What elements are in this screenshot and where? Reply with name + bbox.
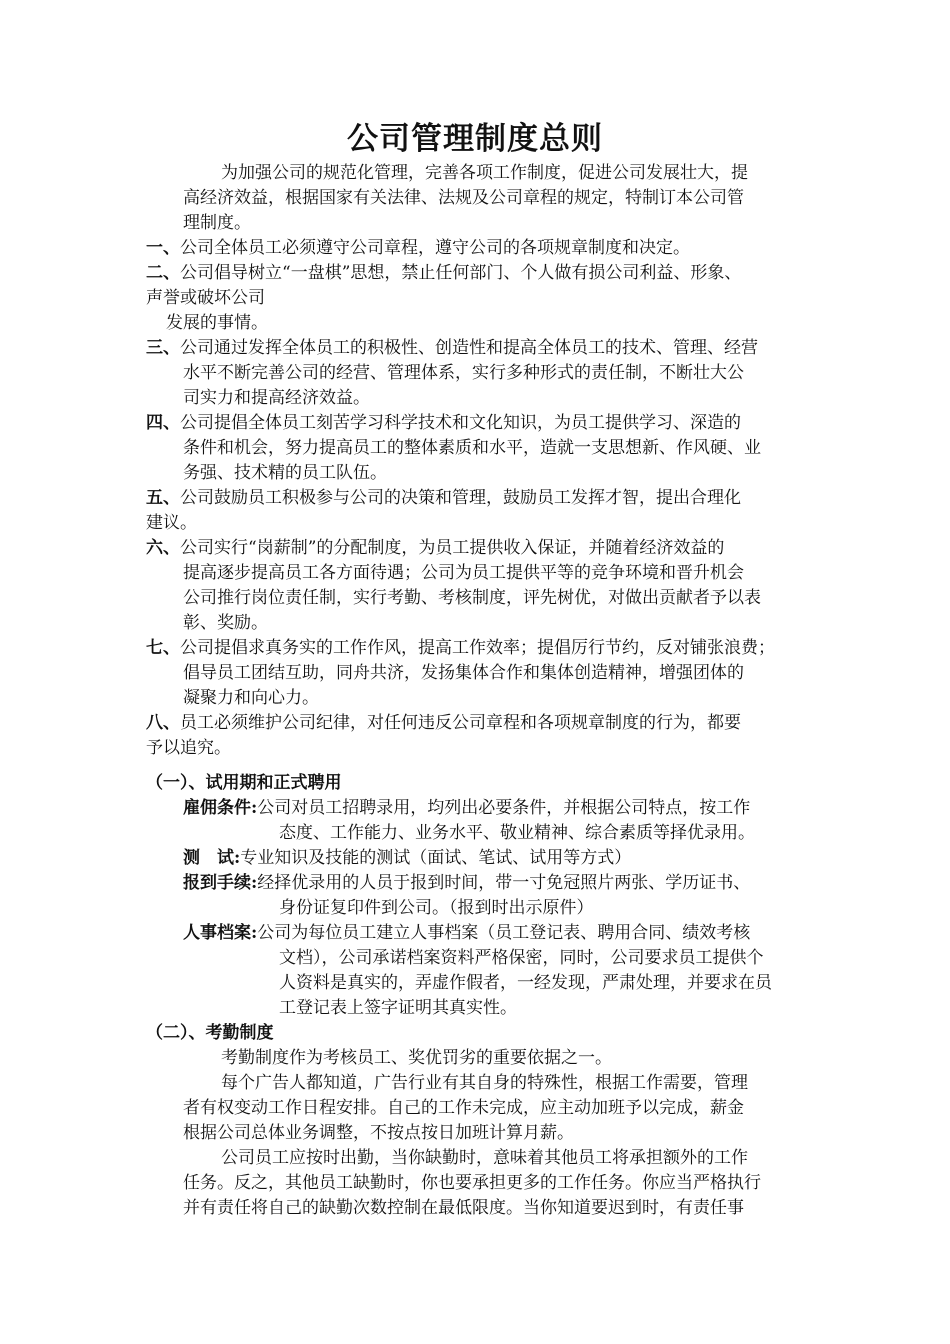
definition-term: 测 试: <box>183 848 241 868</box>
article-number: 二、 <box>146 263 180 283</box>
section-heading: （二）、考勤制度 <box>146 1023 274 1043</box>
paragraph-line: 根据公司总体业务调整，不按点按日加班计算月薪。 <box>183 1123 574 1143</box>
definition-term: 报到手续: <box>183 873 258 893</box>
article-1-line <box>146 237 690 259</box>
section-heading: （一）、试用期和正式聘用 <box>146 773 342 793</box>
article-text: 公司推行岗位责任制，实行考勤、考核制度，评先树优，对做出贡献者予以表 <box>183 588 761 608</box>
article-text: 声誉或破坏公司 <box>146 288 265 308</box>
definition-text: 身份证复印件到公司。（报到时出示原件） <box>279 898 594 918</box>
definition-row <box>183 847 631 869</box>
article-2-line <box>146 262 741 284</box>
article-text: 公司倡导树立“一盘棋”思想，禁止任何部门、个人做有损公司利益、形象、 <box>180 263 742 283</box>
intro-line: 为加强公司的规范化管理，完善各项工作制度，促进公司发展壮大，提 <box>221 163 748 183</box>
article-number: 七、 <box>146 638 180 658</box>
article-number: 一、 <box>146 238 180 258</box>
definition-term: 人事档案: <box>183 923 258 943</box>
article-number: 八、 <box>146 713 180 733</box>
article-number: 三、 <box>146 338 180 358</box>
article-text: 彰、奖励。 <box>183 613 268 633</box>
article-text: 提高逐步提高员工各方面待遇；公司为员工提供平等的竞争环境和晋升机会 <box>183 563 744 583</box>
definition-text: 态度、工作能力、业务水平、敬业精神、综合素质等择优录用。 <box>279 823 755 843</box>
article-number: 四、 <box>146 413 180 433</box>
article-8-line <box>146 712 741 734</box>
article-text: 公司鼓励员工积极参与公司的决策和管理，鼓励员工发挥才智，提出合理化 <box>180 488 741 508</box>
intro-line: 高经济效益，根据国家有关法律、法规及公司章程的规定，特制订本公司管 <box>183 188 744 208</box>
article-3-line <box>146 337 758 359</box>
intro-line: 理制度。 <box>183 213 251 233</box>
article-7-line <box>146 637 775 659</box>
paragraph-line: 每个广告人都知道，广告行业有其自身的特殊性，根据工作需要，管理 <box>221 1073 748 1093</box>
article-text: 凝聚力和向心力。 <box>183 688 319 708</box>
definition-text: 人资料是真实的，弄虚作假者，一经发现，严肃处理，并要求在员 <box>279 973 772 993</box>
article-text: 公司提倡求真务实的工作作风，提高工作效率；提倡厉行节约，反对铺张浪费； <box>180 638 775 658</box>
definition-text: 文档），公司承诺档案资料严格保密，同时，公司要求员工提供个 <box>279 948 764 968</box>
article-text: 公司实行“岗薪制”的分配制度，为员工提供收入保证，并随着经济效益的 <box>180 538 725 558</box>
article-6-line <box>146 537 724 559</box>
paragraph-line: 任务。反之，其他员工缺勤时，你也要承担更多的工作任务。你应当严格执行 <box>183 1173 761 1193</box>
definition-text: 公司对员工招聘录用，均列出必要条件，并根据公司特点，按工作 <box>257 798 751 818</box>
article-text: 水平不断完善公司的经营、管理体系，实行多种形式的责任制，不断壮大公 <box>183 363 744 383</box>
definition-text: 公司为每位员工建立人事档案（员工登记表、聘用合同、绩效考核 <box>257 923 751 943</box>
article-text: 公司全体员工必须遵守公司章程，遵守公司的各项规章制度和决定。 <box>180 238 690 258</box>
definition-row <box>183 922 750 944</box>
paragraph-line: 考勤制度作为考核员工、奖优罚劣的重要依据之一。 <box>221 1048 612 1068</box>
definition-term: 雇佣条件: <box>183 798 258 818</box>
definition-text: 工登记表上签字证明其真实性。 <box>279 998 517 1018</box>
definition-row <box>183 872 750 894</box>
article-text: 务强、技术精的员工队伍。 <box>183 463 387 483</box>
article-text: 公司通过发挥全体员工的积极性、创造性和提高全体员工的技术、管理、经营 <box>180 338 758 358</box>
article-text: 员工必须维护公司纪律，对任何违反公司章程和各项规章制度的行为，都要 <box>180 713 741 733</box>
article-text: 发展的事情。 <box>166 313 268 333</box>
paragraph-line: 者有权变动工作日程安排。自己的工作未完成，应主动加班予以完成，薪金 <box>183 1098 744 1118</box>
definition-text: 经择优录用的人员于报到时间，带一寸免冠照片两张、学历证书、 <box>257 873 751 893</box>
article-text: 倡导员工团结互助，同舟共济，发扬集体合作和集体创造精神，增强团体的 <box>183 663 744 683</box>
article-text: 条件和机会，努力提高员工的整体素质和水平，造就一支思想新、作风硬、业 <box>183 438 761 458</box>
article-number: 五、 <box>146 488 180 508</box>
article-number: 六、 <box>146 538 180 558</box>
definition-text: 专业知识及技能的测试（面试、笔试、试用等方式） <box>240 848 632 868</box>
article-text: 建议。 <box>146 513 197 533</box>
page-title: 公司管理制度总则 <box>347 121 603 157</box>
definition-row <box>183 797 750 819</box>
article-text: 司实力和提高经济效益。 <box>183 388 370 408</box>
paragraph-line: 并有责任将自己的缺勤次数控制在最低限度。当你知道要迟到时，有责任事 <box>183 1198 744 1218</box>
paragraph-line: 公司员工应按时出勤，当你缺勤时，意味着其他员工将承担额外的工作 <box>221 1148 748 1168</box>
article-4-line <box>146 412 741 434</box>
article-text: 公司提倡全体员工刻苦学习科学技术和文化知识，为员工提供学习、深造的 <box>180 413 741 433</box>
article-5-line <box>146 487 741 509</box>
article-text: 予以追究。 <box>146 738 231 758</box>
